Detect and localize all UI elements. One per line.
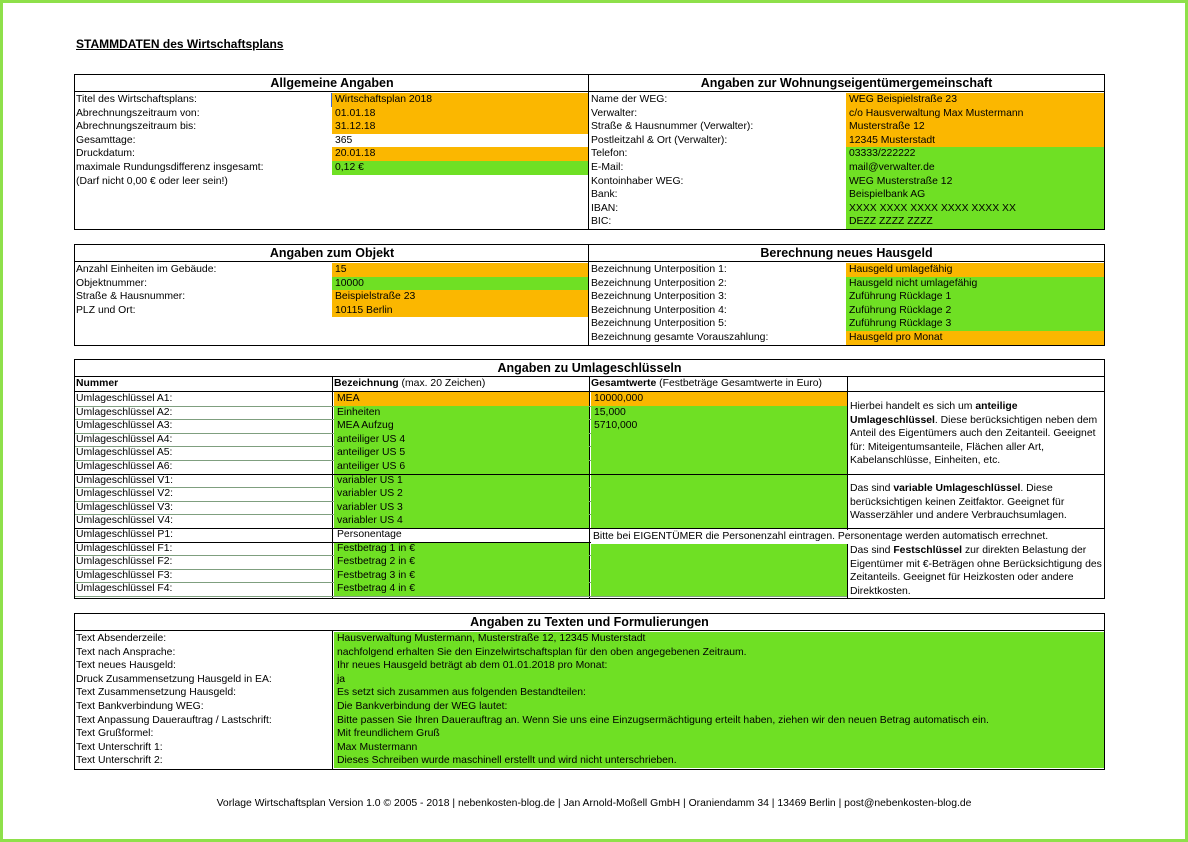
hausgeld-4-label: Bezeichnung Unterposition 5: bbox=[591, 318, 727, 330]
weg-1-row bbox=[590, 107, 1104, 121]
key-5-label: Umlageschlüssel A6: bbox=[76, 461, 173, 472]
text-value-field[interactable]: Dieses Schreiben wurde maschinell erstellt und wird nicht unterschrieben. bbox=[334, 754, 1104, 768]
general-1-label: Abrechnungszeitraum von: bbox=[76, 107, 200, 119]
group-separator bbox=[75, 528, 1104, 529]
key-9-row bbox=[75, 514, 847, 528]
weg-value-field[interactable]: DEZZ ZZZZ ZZZZ bbox=[846, 215, 1104, 229]
object-1-label: Objektnummer: bbox=[76, 277, 148, 289]
general-2-row bbox=[75, 120, 588, 134]
key-11-label: Umlageschlüssel F1: bbox=[76, 542, 173, 554]
key-2-row bbox=[75, 419, 847, 433]
key-gesamtwert-field[interactable]: 15,000 bbox=[591, 406, 847, 420]
key-gesamtwert-field[interactable] bbox=[591, 542, 847, 556]
object-1-row bbox=[75, 277, 588, 291]
key-11-row bbox=[75, 542, 847, 556]
key-3-label: Umlageschlüssel A4: bbox=[76, 433, 173, 445]
weg-4-label: Telefon: bbox=[591, 148, 628, 160]
text-9-label: Text Unterschrift 2: bbox=[76, 755, 163, 767]
text-7-row bbox=[75, 727, 1104, 741]
weg-0-row bbox=[590, 93, 1104, 107]
text-4-row bbox=[75, 686, 1104, 700]
hausgeld-value-field[interactable]: Hausgeld nicht umlagefähig bbox=[846, 277, 1104, 291]
text-value-field[interactable]: Hausverwaltung Mustermann, Musterstraße 12, 12345 Musterstadt bbox=[334, 632, 1104, 646]
general-1-row bbox=[75, 107, 588, 121]
text-0-row bbox=[75, 632, 1104, 646]
weg-value-field[interactable]: WEG Musterstraße 12 bbox=[846, 175, 1104, 189]
key-bezeichnung-field[interactable]: variabler US 4 bbox=[334, 514, 589, 528]
text-8-label: Text Unterschrift 1: bbox=[76, 741, 163, 753]
hausgeld-0-label: Bezeichnung Unterposition 1: bbox=[591, 264, 727, 275]
keys-header: Angaben zu Umlageschlüsseln bbox=[75, 360, 1104, 377]
text-0-label: Text Absenderzeile: bbox=[76, 633, 167, 644]
key-13-row bbox=[75, 569, 847, 583]
hausgeld-value-field[interactable]: Zuführung Rücklage 1 bbox=[846, 290, 1104, 304]
weg-5-label: E-Mail: bbox=[591, 162, 624, 173]
object-value-field[interactable]: 15 bbox=[332, 263, 588, 277]
key-6-label: Umlageschlüssel V1: bbox=[76, 474, 174, 486]
key-bezeichnung-field[interactable]: Festbetrag 4 in € bbox=[334, 582, 589, 596]
texts-header: Angaben zu Texten und Formulierungen bbox=[75, 614, 1104, 631]
key-gesamtwert-field[interactable]: 5710,000 bbox=[591, 419, 847, 433]
hausgeld-header: Berechnung neues Hausgeld bbox=[589, 245, 1104, 262]
text-5-label: Text Bankverbindung WEG: bbox=[76, 701, 204, 712]
divider bbox=[588, 245, 589, 345]
weg-value-field[interactable]: c/o Hausverwaltung Max Mustermann bbox=[846, 107, 1104, 121]
hausgeld-value-field[interactable]: Hausgeld umlagefähig bbox=[846, 263, 1104, 277]
weg-8-label: IBAN: bbox=[591, 202, 619, 214]
weg-5-row bbox=[590, 161, 1104, 175]
text-2-row bbox=[75, 659, 1104, 673]
weg-3-label: Postleitzahl & Ort (Verwalter): bbox=[591, 134, 728, 146]
hausgeld-5-label: Bezeichnung gesamte Vorauszahlung: bbox=[591, 332, 769, 343]
text-8-row bbox=[75, 741, 1104, 755]
key-10-label: Umlageschlüssel P1: bbox=[76, 529, 174, 540]
weg-6-row bbox=[590, 175, 1104, 189]
key-3-row bbox=[75, 433, 847, 447]
key-bezeichnung-field[interactable]: Personentage bbox=[337, 529, 402, 540]
text-value-field[interactable]: Es setzt sich zusammen aus folgenden Bestandteilen: bbox=[334, 686, 1104, 700]
col-gesamtwerte: Gesamtwerte (Festbeträge Gesamtwerte in Euro) bbox=[591, 378, 823, 389]
text-1-row bbox=[75, 646, 1104, 660]
key-0-row bbox=[75, 392, 847, 406]
key-0-label: Umlageschlüssel A1: bbox=[76, 393, 173, 404]
section-general-weg bbox=[74, 74, 1105, 230]
section-umlageschluessel bbox=[74, 359, 1105, 599]
key-gesamtwert-field[interactable]: 10000,000 bbox=[591, 392, 847, 406]
hausgeld-1-label: Bezeichnung Unterposition 2: bbox=[591, 277, 727, 289]
general-5-row bbox=[75, 161, 588, 175]
text-1-label: Text nach Ansprache: bbox=[76, 646, 176, 658]
weg-2-label: Straße & Hausnummer (Verwalter): bbox=[591, 121, 754, 133]
weg-value-field[interactable]: WEG Beispielstraße 23 bbox=[846, 93, 1104, 107]
section-texte bbox=[74, 613, 1105, 770]
key-gesamtwert-field[interactable] bbox=[591, 433, 847, 447]
hausgeld-5-row bbox=[590, 331, 1104, 345]
text-value-field[interactable]: Mit freundlichem Gruß bbox=[334, 727, 1104, 741]
weg-4-row bbox=[590, 147, 1104, 161]
key-bezeichnung-field[interactable]: Festbetrag 1 in € bbox=[334, 542, 589, 556]
text-9-row bbox=[75, 754, 1104, 768]
object-0-label: Anzahl Einheiten im Gebäude: bbox=[76, 264, 217, 275]
general-value-field[interactable]: 31.12.18 bbox=[332, 120, 588, 134]
key-bezeichnung-field[interactable]: variabler US 1 bbox=[334, 474, 589, 488]
key-bezeichnung-field[interactable]: variabler US 3 bbox=[334, 501, 589, 515]
object-0-row bbox=[75, 263, 588, 277]
row-separator bbox=[75, 596, 847, 597]
object-3-label: PLZ und Ort: bbox=[76, 304, 136, 316]
general-value-field[interactable]: 20.01.18 bbox=[332, 147, 588, 161]
note-anteilig: Hierbei handelt es sich um anteilige Umlageschlüssel. Diese berücksichtigen neben dem Anteil des Eigentümers auch den Zeitanteil. Geeignet für: Miteigentumsanteile, Flächen aller Art, Kabelanschlüsse, Einheiten, etc. bbox=[850, 401, 1098, 467]
weg-7-label: Bank: bbox=[591, 189, 618, 201]
note-fest: Das sind Festschlüssel zur direkten Belastung der Eigentümer mit €-Beträgen ohne Berücksichtigung des Zeitanteils. Geeignet für Heizkosten oder andere Direktkosten. bbox=[850, 545, 1102, 597]
hausgeld-3-row bbox=[590, 304, 1104, 318]
general-value-field[interactable] bbox=[332, 175, 588, 189]
hausgeld-2-row bbox=[590, 290, 1104, 304]
text-value-field[interactable]: ja bbox=[334, 673, 1104, 687]
text-3-row bbox=[75, 673, 1104, 687]
key-gesamtwert-field[interactable] bbox=[591, 582, 847, 596]
page-title: STAMMDATEN des Wirtschaftsplans bbox=[76, 37, 284, 51]
key-gesamtwert-field[interactable] bbox=[591, 446, 847, 460]
key-bezeichnung-field[interactable]: MEA bbox=[334, 392, 589, 406]
weg-8-row bbox=[590, 202, 1104, 216]
hausgeld-1-row bbox=[590, 277, 1104, 291]
weg-0-label: Name der WEG: bbox=[591, 94, 668, 105]
hausgeld-0-row bbox=[590, 263, 1104, 277]
general-header: Allgemeine Angaben bbox=[75, 75, 589, 92]
weg-value-field[interactable]: Beispielbank AG bbox=[846, 188, 1104, 202]
key-6-row bbox=[75, 474, 847, 488]
general-3-label: Gesamttage: bbox=[76, 134, 136, 146]
general-value-field[interactable]: Wirtschaftsplan 2018 bbox=[332, 93, 588, 107]
text-value-field[interactable]: Max Mustermann bbox=[334, 741, 1104, 755]
general-2-label: Abrechnungszeitraum bis: bbox=[76, 121, 197, 133]
key-bezeichnung-field[interactable]: anteiliger US 4 bbox=[334, 433, 589, 447]
note-personen: Bitte bei EIGENTÜMER die Personenzahl eintragen. Personentage werden automatisch errechnet. bbox=[591, 530, 1104, 544]
key-bezeichnung-field[interactable]: variabler US 2 bbox=[334, 487, 589, 501]
key-gesamtwert-field[interactable] bbox=[591, 474, 847, 488]
key-gesamtwert-field[interactable] bbox=[591, 460, 847, 474]
key-9-label: Umlageschlüssel V4: bbox=[76, 515, 174, 527]
weg-header: Angaben zur Wohnungseigentümergemeinschaft bbox=[589, 75, 1104, 92]
text-3-label: Druck Zusammensetzung Hausgeld in EA: bbox=[76, 673, 272, 685]
weg-6-label: Kontoinhaber WEG: bbox=[591, 175, 684, 187]
divider bbox=[588, 75, 589, 229]
text-value-field[interactable]: nachfolgend erhalten Sie den Einzelwirtschaftsplan für den oben angegebenen Zeitraum. bbox=[334, 646, 1104, 660]
object-2-row bbox=[75, 290, 588, 304]
key-1-row bbox=[75, 406, 847, 420]
hausgeld-2-label: Bezeichnung Unterposition 3: bbox=[591, 291, 727, 303]
hausgeld-4-row bbox=[590, 317, 1104, 331]
weg-7-row bbox=[590, 188, 1104, 202]
weg-value-field[interactable]: 03333/222222 bbox=[846, 147, 1104, 161]
general-value-field[interactable]: 365 bbox=[335, 134, 353, 146]
text-4-label: Text Zusammensetzung Hausgeld: bbox=[76, 687, 236, 699]
key-gesamtwert-field[interactable] bbox=[591, 501, 847, 515]
general-0-row bbox=[75, 93, 588, 107]
key-8-row bbox=[75, 501, 847, 515]
key-10-row bbox=[75, 528, 590, 542]
general-6-row bbox=[75, 175, 588, 189]
key-4-label: Umlageschlüssel A5: bbox=[76, 447, 173, 459]
key-gesamtwert-field[interactable] bbox=[591, 487, 847, 501]
weg-3-row bbox=[590, 134, 1104, 148]
key-gesamtwert-field[interactable] bbox=[591, 555, 847, 569]
text-7-label: Text Grußformel: bbox=[76, 728, 154, 740]
object-3-row bbox=[75, 304, 588, 318]
object-2-label: Straße & Hausnummer: bbox=[76, 291, 186, 303]
text-value-field[interactable]: Ihr neues Hausgeld beträgt ab dem 01.01.2018 pro Monat: bbox=[334, 659, 1104, 673]
general-0-label: Titel des Wirtschaftsplans: bbox=[76, 94, 197, 105]
text-6-label: Text Anpassung Dauerauftrag / Lastschrift: bbox=[76, 714, 272, 726]
general-4-label: Druckdatum: bbox=[76, 148, 135, 160]
key-8-label: Umlageschlüssel V3: bbox=[76, 501, 174, 513]
group-separator bbox=[75, 474, 1104, 475]
key-7-row bbox=[75, 487, 847, 501]
weg-value-field[interactable]: XXXX XXXX XXXX XXXX XXXX XX bbox=[846, 202, 1104, 216]
key-12-row bbox=[75, 555, 847, 569]
text-6-row bbox=[75, 714, 1104, 728]
key-14-row bbox=[75, 582, 847, 596]
weg-9-label: BIC: bbox=[591, 216, 612, 228]
weg-1-label: Verwalter: bbox=[591, 107, 638, 119]
weg-2-row bbox=[590, 120, 1104, 134]
text-value-field[interactable]: Die Bankverbindung der WEG lautet: bbox=[334, 700, 1104, 714]
general-5-label: maximale Rundungsdifferenz insgesamt: bbox=[76, 162, 264, 173]
object-header: Angaben zum Objekt bbox=[75, 245, 589, 262]
weg-value-field[interactable]: 12345 Musterstadt bbox=[846, 134, 1104, 148]
key-4-row bbox=[75, 446, 847, 460]
hausgeld-3-label: Bezeichnung Unterposition 4: bbox=[591, 304, 727, 316]
key-14-label: Umlageschlüssel F4: bbox=[76, 583, 173, 595]
general-6-label: (Darf nicht 0,00 € oder leer sein!) bbox=[76, 175, 228, 187]
key-13-label: Umlageschlüssel F3: bbox=[76, 569, 173, 581]
object-value-field[interactable]: 10115 Berlin bbox=[332, 304, 588, 318]
text-2-label: Text neues Hausgeld: bbox=[76, 660, 176, 672]
general-value-field[interactable]: 0,12 € bbox=[332, 161, 588, 175]
general-3-row bbox=[75, 134, 588, 148]
key-2-label: Umlageschlüssel A3: bbox=[76, 420, 173, 432]
weg-9-row bbox=[590, 215, 1104, 229]
key-bezeichnung-field[interactable]: Festbetrag 3 in € bbox=[334, 569, 589, 583]
key-gesamtwert-field[interactable] bbox=[591, 514, 847, 528]
weg-value-field[interactable]: Musterstraße 12 bbox=[846, 120, 1104, 134]
key-bezeichnung-field[interactable]: anteiliger US 5 bbox=[334, 446, 589, 460]
key-5-row bbox=[75, 460, 847, 474]
note-variabel: Das sind variable Umlageschlüssel. Diese berücksichtigen keinen Zeitfaktor. Geeignet für Wasserzähler und andere Verbrauchsumlagen. bbox=[850, 483, 1067, 522]
key-bezeichnung-field[interactable]: Festbetrag 2 in € bbox=[334, 555, 589, 569]
general-4-row bbox=[75, 147, 588, 161]
key-12-label: Umlageschlüssel F2: bbox=[76, 556, 173, 568]
col-nummer: Nummer bbox=[76, 378, 119, 389]
object-value-field[interactable]: Beispielstraße 23 bbox=[332, 290, 588, 304]
hausgeld-value-field[interactable]: Zuführung Rücklage 2 bbox=[846, 304, 1104, 318]
weg-value-field[interactable]: mail@verwalter.de bbox=[846, 161, 1104, 175]
text-value-field[interactable]: Bitte passen Sie Ihren Dauerauftrag an. Wenn Sie uns eine Einzugsermächtigung erteilt haben, ziehen wir den neuen Betrag automatisch ein. bbox=[334, 714, 1104, 728]
hausgeld-value-field[interactable]: Zuführung Rücklage 3 bbox=[846, 317, 1104, 331]
text-5-row bbox=[75, 700, 1104, 714]
key-bezeichnung-field[interactable]: Einheiten bbox=[334, 406, 589, 420]
col-bezeichnung: Bezeichnung (max. 20 Zeichen) bbox=[334, 378, 486, 389]
footer: Vorlage Wirtschaftsplan Version 1.0 © 2005 - 2018 | nebenkosten-blog.de | Jan Arnold-Moßell GmbH | Oraniendamm 34 | 13469 Berlin | post@nebenkosten-blog.de bbox=[216, 798, 972, 809]
key-bezeichnung-field[interactable]: anteiliger US 6 bbox=[334, 460, 589, 474]
hausgeld-value-field[interactable]: Hausgeld pro Monat bbox=[846, 331, 1104, 345]
object-value-field[interactable]: 10000 bbox=[332, 277, 588, 291]
key-1-label: Umlageschlüssel A2: bbox=[76, 406, 173, 418]
key-7-label: Umlageschlüssel V2: bbox=[76, 488, 174, 500]
key-gesamtwert-field[interactable] bbox=[591, 569, 847, 583]
key-bezeichnung-field[interactable]: MEA Aufzug bbox=[334, 419, 589, 433]
section-object-hausgeld bbox=[74, 244, 1105, 346]
general-value-field[interactable]: 01.01.18 bbox=[332, 107, 588, 121]
